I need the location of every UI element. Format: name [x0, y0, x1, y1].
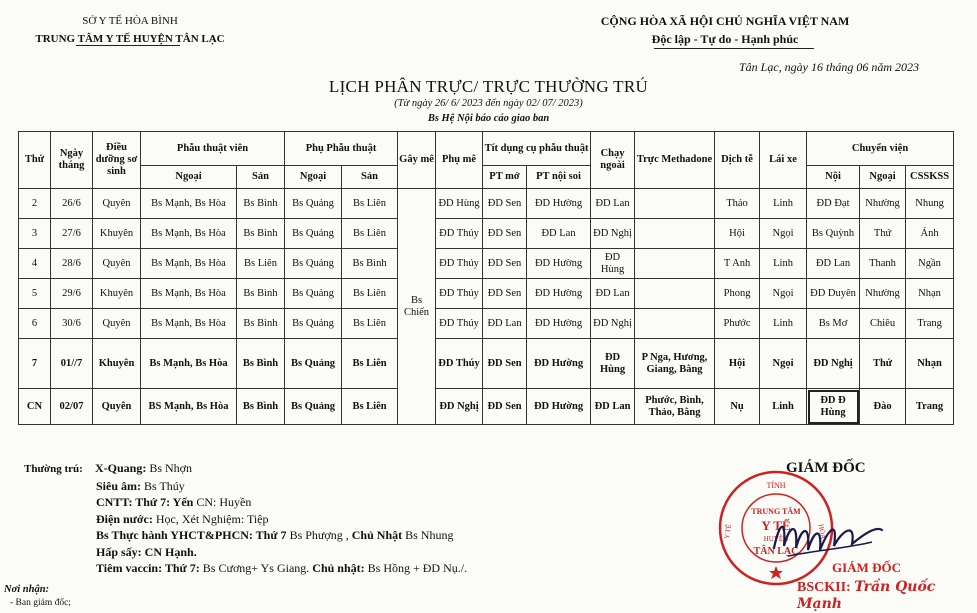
cell-thu: 6 [19, 309, 51, 339]
diennuoc-label: Điện nước: [96, 511, 153, 526]
cell-chay-ngoai: ĐD Hùng [591, 249, 635, 279]
col-ppt-san: Sản [342, 166, 398, 189]
agency-name: SỞ Y TẾ HÒA BÌNH [82, 15, 178, 27]
cell-dich-te: Thảo [715, 189, 760, 219]
xquang-label: X-Quang: [95, 461, 147, 475]
col-phu-me: Phụ mê [436, 132, 483, 189]
cell-ptv-ngoai: Bs Mạnh, Bs Hòa [141, 219, 237, 249]
cntt-value: CN: Huyền [196, 495, 252, 509]
cell-pt-noi-soi: ĐD Hường [527, 279, 591, 309]
col-thu: Thứ [19, 132, 51, 189]
vaccin-value-1: Bs Cương+ Ys Giang. [202, 561, 310, 575]
cell-pt-noi-soi: ĐD Lan [527, 219, 591, 249]
table-row [19, 389, 954, 425]
cntt-label: CNTT: Thứ 7: Yến [96, 495, 194, 509]
director-title-red: GIÁM ĐỐC [832, 560, 901, 575]
cell-cv-ngoai: Chiêu [860, 309, 906, 339]
col-ppt-ngoai: Ngoại [285, 166, 342, 189]
schedule-table [18, 131, 954, 425]
col-tit-dung-cu: Tít dụng cụ phẫu thuật [483, 132, 591, 166]
cell-chay-ngoai: ĐD Nghị [591, 309, 635, 339]
col-pt-noi-soi: PT nội soi [527, 166, 591, 189]
col-chuyen-vien: Chuyển viện [807, 132, 954, 166]
col-truc-methadone: Trực Methadone [635, 132, 715, 189]
cell-ppt-san: Bs Bình [342, 249, 398, 279]
col-ptv-san: Sản [237, 166, 285, 189]
col-dieu-duong: Điều dưỡng sơ sinh [93, 132, 141, 189]
cell-ngay: 30/6 [51, 309, 93, 339]
cell-ptv-san: Bs Bình [237, 189, 285, 219]
stamp-side-text: Y TẾ [722, 523, 734, 540]
yhct-value-2: Bs Nhung [405, 528, 454, 542]
director-title: GIÁM ĐỐC [786, 460, 866, 476]
cell-pt-mo: ĐD Sen [483, 189, 527, 219]
recipients-item: - Ban giám đốc; [10, 598, 71, 608]
cell-ppt-ngoai: Bs Quảng [285, 279, 342, 309]
cell-cv-noi: ĐD Nghị [807, 339, 860, 389]
cell-phu-me: ĐD Thúy [436, 309, 483, 339]
cell-gay-me-merged: Bs Chiến [398, 189, 436, 425]
cell-cv-csskss: Trang [906, 309, 954, 339]
cell-chay-ngoai: ĐD Lan [591, 389, 635, 425]
cell-cv-noi: Bs Quỳnh [807, 219, 860, 249]
cell-ppt-san: Bs Liên [342, 389, 398, 425]
cell-pt-mo: ĐD Sen [483, 249, 527, 279]
vaccin-label-2: Chủ nhật: [312, 561, 365, 575]
cell-methadone [635, 189, 715, 219]
cell-ppt-san: Bs Liên [342, 339, 398, 389]
cell-ngay: 28/6 [51, 249, 93, 279]
cell-ptv-san: Bs Bình [237, 309, 285, 339]
cell-ppt-ngoai: Bs Quảng [285, 189, 342, 219]
col-gay-me: Gây mê [398, 132, 436, 189]
cell-lai-xe: Ngọi [760, 219, 807, 249]
footer-label: Thường trú: [24, 463, 83, 475]
yhct-value-1: Bs Phượng , [289, 528, 349, 542]
cell-phu-me: ĐD Thúy [436, 219, 483, 249]
cell-lai-xe: Ngọi [760, 339, 807, 389]
cell-cv-noi: ĐD Đạt [807, 189, 860, 219]
header-right-underline [654, 48, 814, 49]
cell-pt-mo: ĐD Lan [483, 309, 527, 339]
cell-ngay: 02/07 [51, 389, 93, 425]
col-lai-xe: Lái xe [760, 132, 807, 189]
cell-phu-me: ĐD Thúy [436, 279, 483, 309]
cell-cv-csskss: Ánh [906, 219, 954, 249]
cell-cv-csskss: Nhạn [906, 339, 954, 389]
cell-ptv-ngoai: Bs Mạnh, Bs Hòa [141, 309, 237, 339]
col-chay-ngoai: Chạy ngoài [591, 132, 635, 189]
footer-line-cntt [24, 494, 467, 511]
cell-lai-xe: Linh [760, 389, 807, 425]
cell-pt-mo: ĐD Sen [483, 279, 527, 309]
cell-ppt-san: Bs Liên [342, 279, 398, 309]
cell-cv-noi: ĐD Duyên [807, 279, 860, 309]
cell-phu-me: ĐD Nghị [436, 389, 483, 425]
cell-cv-noi: Bs Mơ [807, 309, 860, 339]
cell-ptv-ngoai: Bs Mạnh, Bs Hòa [141, 189, 237, 219]
cell-thu: 7 [19, 339, 51, 389]
table-row [19, 219, 954, 249]
cell-ptv-san: Bs Bình [237, 219, 285, 249]
col-cv-noi: Nội [807, 166, 860, 189]
cell-lai-xe: Linh [760, 249, 807, 279]
col-cv-ngoai: Ngoại [860, 166, 906, 189]
cell-dieu-duong: Quyên [93, 389, 141, 425]
cell-dich-te: Hội [715, 339, 760, 389]
table-row [19, 279, 954, 309]
page-subtitle: (Từ ngày 26/ 6/ 2023 đến ngày 02/ 07/ 2023) [394, 98, 583, 109]
cell-pt-noi-soi: ĐD Hường [527, 249, 591, 279]
stamp-side-text-2: HÒA [816, 523, 828, 540]
footer-line-sieuam [24, 478, 467, 495]
col-pt-mo: PT mở [483, 166, 527, 189]
cell-methadone: Phước, Bình, Thảo, Bằng [635, 389, 715, 425]
cell-dich-te: Hội [715, 219, 760, 249]
country-name: CỘNG HÒA XÃ HỘI CHỦ NGHĨA VIỆT NAM [600, 14, 850, 28]
cell-chay-ngoai: ĐD Lan [591, 189, 635, 219]
header-left [0, 12, 260, 48]
vaccin-label: Tiêm vaccin: Thứ 7: [96, 561, 200, 575]
cell-cv-ngoai: Thanh [860, 249, 906, 279]
xquang-value: Bs Nhợn [149, 461, 193, 475]
table-row [19, 339, 954, 389]
report-note: Bs Hệ Nội báo cáo giao ban [427, 113, 550, 124]
cell-ppt-san: Bs Liên [342, 219, 398, 249]
cell-cv-ngoai: Thứ [860, 219, 906, 249]
sieuam-value: Bs Thúy [144, 478, 185, 493]
stamp-line-4: TÂN LẠC [753, 546, 799, 557]
col-cv-csskss: CSSKSS [906, 166, 954, 189]
cell-pt-mo: ĐD Sen [483, 389, 527, 425]
cell-cv-noi: ĐD Đ Hùng [807, 389, 860, 425]
cell-thu: 3 [19, 219, 51, 249]
cell-ppt-ngoai: Bs Quảng [285, 389, 342, 425]
col-phau-thuat-vien: Phẫu thuật viên [141, 132, 285, 166]
cell-thu: 2 [19, 189, 51, 219]
yhct-label-2: Chủ Nhật [351, 528, 403, 542]
cell-phu-me: ĐD Hùng [436, 189, 483, 219]
cell-pt-mo: ĐD Sen [483, 219, 527, 249]
cell-ptv-ngoai: BS Mạnh, Bs Hòa [141, 389, 237, 425]
cell-ngay: 27/6 [51, 219, 93, 249]
cell-ptv-ngoai: Bs Mạnh, Bs Hòa [141, 279, 237, 309]
footer-line-vaccin [24, 560, 467, 577]
cell-ngay: 26/6 [51, 189, 93, 219]
cell-ppt-san: Bs Liên [342, 309, 398, 339]
signer-name: Trần Quốc Mạnh [797, 579, 936, 612]
footer-line-yhct [24, 527, 467, 544]
cell-pt-noi-soi: ĐD Hường [527, 189, 591, 219]
hapsay-text: Hấp sấy: CN Hạnh. [96, 544, 197, 559]
cell-cv-csskss: Trang [906, 389, 954, 425]
diennuoc-value: Học, Xét Nghiệm: Tiệp [155, 511, 269, 526]
cell-pt-noi-soi: ĐD Hường [527, 389, 591, 425]
center-name: TRUNG TÂM Y TẾ HUYỆN TÂN LẠC [35, 33, 225, 45]
cell-methadone [635, 309, 715, 339]
col-phu-phau-thuat: Phụ Phẫu thuật [285, 132, 398, 166]
cell-methadone [635, 219, 715, 249]
table-row [19, 189, 954, 219]
cell-methadone [635, 279, 715, 309]
cell-ptv-san: Bs Bình [237, 279, 285, 309]
cell-ptv-ngoai: Bs Mạnh, Bs Hòa [141, 249, 237, 279]
yhct-label: Bs Thực hành YHCT&PHCN: Thứ 7 [96, 528, 287, 542]
cell-methadone [635, 249, 715, 279]
cell-ppt-ngoai: Bs Quảng [285, 309, 342, 339]
cell-dieu-duong: Khuyên [93, 279, 141, 309]
col-dich-te: Dịch tễ [715, 132, 760, 189]
cell-cv-noi: ĐD Lan [807, 249, 860, 279]
cell-cv-csskss: Nhạn [906, 279, 954, 309]
cell-ptv-san: Bs Bình [237, 339, 285, 389]
stamp-top-text: TÍNH [766, 481, 786, 490]
stamp-line-3: HUYỆN [763, 535, 789, 543]
cell-cv-ngoai: Nhường [860, 189, 906, 219]
cell-thu: 4 [19, 249, 51, 279]
cell-cv-ngoai: Thứ [860, 339, 906, 389]
cell-dieu-duong: Quyên [93, 309, 141, 339]
cell-methadone: P Nga, Hương, Giang, Bằng [635, 339, 715, 389]
stamp-line-1: TRUNG TÂM [751, 507, 801, 516]
cell-ngay: 01//7 [51, 339, 93, 389]
cell-thu: CN [19, 389, 51, 425]
cell-phu-me: ĐD Thúy [436, 249, 483, 279]
header-right [560, 12, 890, 48]
col-ngay: Ngày tháng [51, 132, 93, 189]
cell-ppt-ngoai: Bs Quảng [285, 339, 342, 389]
cell-pt-mo: ĐD Sen [483, 339, 527, 389]
cell-dich-te: T Anh [715, 249, 760, 279]
cell-ppt-ngoai: Bs Quảng [285, 219, 342, 249]
col-ptv-ngoai: Ngoại [141, 166, 237, 189]
recipients-label: Nơi nhận: [4, 584, 50, 595]
cell-cv-ngoai: Đào [860, 389, 906, 425]
signer-prefix: BSCKII: [797, 580, 851, 595]
table-row [19, 249, 954, 279]
cell-dich-te: Nụ [715, 389, 760, 425]
cell-ptv-san: Bs Liên [237, 249, 285, 279]
cell-lai-xe: Linh [760, 309, 807, 339]
cell-cv-csskss: Nhung [906, 189, 954, 219]
table-row [19, 309, 954, 339]
cell-pt-noi-soi: ĐD Hường [527, 309, 591, 339]
cell-chay-ngoai: ĐD Lan [591, 279, 635, 309]
cell-ptv-ngoai: Bs Mạnh, Bs Hòa [141, 339, 237, 389]
footer-line-xquang [24, 460, 467, 478]
vaccin-value-2: Bs Hồng + ĐD Nụ./. [367, 561, 468, 575]
cell-dieu-duong: Khuyên [93, 219, 141, 249]
page-title: LỊCH PHÂN TRỰC/ TRỰC THƯỜNG TRÚ [328, 77, 649, 96]
motto: Độc lập - Tự do - Hạnh phúc [651, 32, 799, 46]
cell-phu-me: ĐD Thúy [436, 339, 483, 389]
stamp-line-2: Y TẾ [761, 518, 791, 533]
sieuam-label: Siêu âm: [96, 478, 141, 493]
header-left-underline [76, 45, 180, 46]
cell-lai-xe: Linh [760, 189, 807, 219]
cell-ppt-san: Bs Liên [342, 189, 398, 219]
footer-line-diennuoc [24, 511, 467, 528]
cell-dieu-duong: Khuyên [93, 339, 141, 389]
footer-line-hapsay [24, 544, 467, 561]
cell-ptv-san: Bs Bình [237, 389, 285, 425]
cell-thu: 5 [19, 279, 51, 309]
cell-chay-ngoai: ĐD Hùng [591, 339, 635, 389]
date-line: Tân Lạc, ngày 16 tháng 06 năm 2023 [739, 60, 919, 74]
footer-notes [24, 460, 467, 577]
signer-line [797, 579, 977, 613]
cell-dieu-duong: Quyên [93, 249, 141, 279]
cell-chay-ngoai: ĐD Nghị [591, 219, 635, 249]
cell-dieu-duong: Quyên [93, 189, 141, 219]
cell-ppt-ngoai: Bs Quảng [285, 249, 342, 279]
cell-pt-noi-soi: ĐD Hường [527, 339, 591, 389]
cell-cv-ngoai: Nhường [860, 279, 906, 309]
cell-dich-te: Phong [715, 279, 760, 309]
cell-cv-csskss: Ngần [906, 249, 954, 279]
cell-lai-xe: Ngọi [760, 279, 807, 309]
cell-dich-te: Phước [715, 309, 760, 339]
cell-ngay: 29/6 [51, 279, 93, 309]
